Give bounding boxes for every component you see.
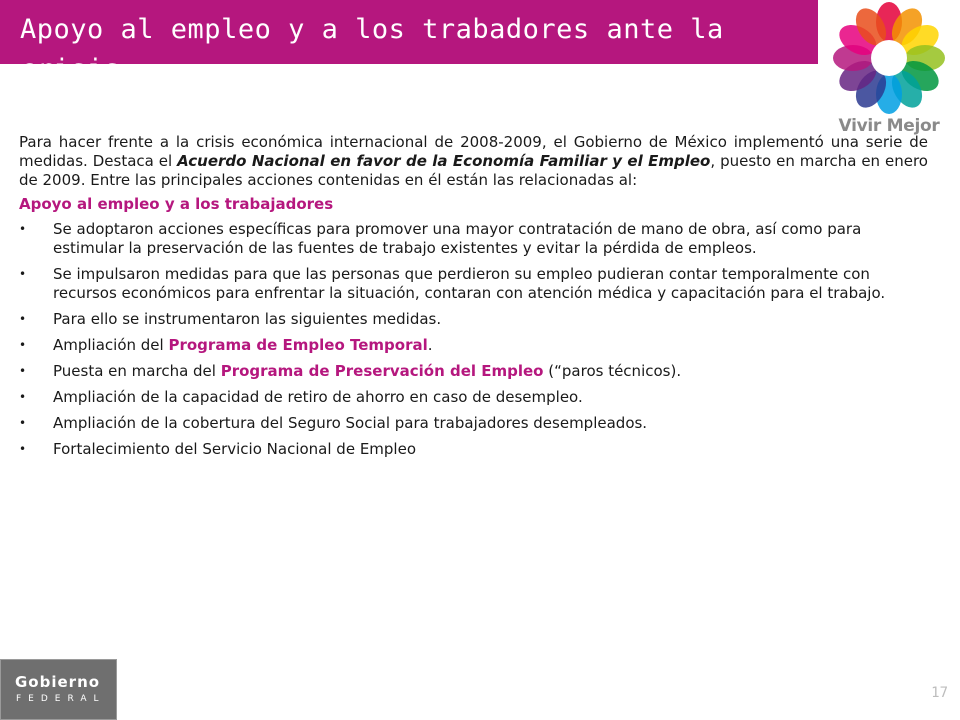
bullet-text: Para ello se instrumentaron las siguientes medidas. bbox=[53, 310, 442, 328]
list-item bbox=[19, 336, 928, 355]
list-item bbox=[19, 220, 928, 258]
flower-logo-icon bbox=[822, 0, 956, 118]
bullet-text: Se impulsaron medidas para que las personas que perdieron su empleo pudieran contar temporalmente con recursos económicos para enfrentar la situación, contaran con atención médica y capacitación para el trabajo. bbox=[53, 265, 886, 302]
logo-center bbox=[871, 40, 907, 76]
bullet-icon: • bbox=[19, 312, 27, 326]
bullet-text: Fortalecimiento del Servicio Nacional de Empleo bbox=[53, 440, 417, 458]
list-item bbox=[19, 310, 928, 329]
section-heading: Apoyo al empleo y a los trabajadores bbox=[19, 195, 334, 213]
title-bar bbox=[0, 0, 818, 85]
slide-content bbox=[19, 133, 928, 466]
bullet-text-post: . bbox=[427, 336, 433, 354]
bullet-text: Ampliación de la capacidad de retiro de ahorro en caso de desempleo. bbox=[53, 388, 583, 406]
bullet-icon: • bbox=[19, 442, 27, 456]
program-name-highlight: Programa de Preservación del Empleo bbox=[220, 362, 544, 380]
bullet-list bbox=[19, 220, 928, 459]
gobierno-label: Gobierno bbox=[15, 673, 101, 691]
bullet-icon: • bbox=[19, 267, 27, 281]
bullet-text: Ampliación de la cobertura del Seguro Social para trabajadores desempleados. bbox=[53, 414, 648, 432]
program-name-highlight: Programa de Empleo Temporal bbox=[168, 336, 428, 354]
list-item bbox=[19, 414, 928, 433]
bullet-text-pre: Ampliación del bbox=[53, 336, 169, 354]
bullet-icon: • bbox=[19, 364, 27, 378]
logo-text: Vivir Mejor bbox=[838, 116, 940, 136]
bullet-icon: • bbox=[19, 416, 27, 430]
intro-text-1: Para hacer frente a la crisis económica internacional de 2008-2009, el Gobierno de México implementó una serie de medidas. Destaca el bbox=[19, 133, 928, 170]
bullet-text-post: (“paros técnicos). bbox=[543, 362, 682, 380]
list-item bbox=[19, 362, 928, 381]
intro-emphasis: Acuerdo Nacional en favor de la Economía Familiar y el Empleo bbox=[177, 152, 711, 170]
list-item bbox=[19, 265, 928, 303]
intro-text-2: , puesto en marcha en enero de 2009. Entre las principales acciones contenidas en él están las relacionadas al: bbox=[19, 152, 928, 189]
bullet-icon: • bbox=[19, 390, 27, 404]
list-item bbox=[19, 388, 928, 407]
intro-paragraph bbox=[19, 133, 928, 190]
page-number: 17 bbox=[931, 685, 948, 701]
bullet-text-pre: Puesta en marcha del bbox=[53, 362, 221, 380]
slide-title: Apoyo al empleo y a los trabadores ante la crisis bbox=[20, 14, 724, 85]
bullet-text: Se adoptaron acciones específicas para promover una mayor contratación de mano de obra, así como para estimular la preservación de las fuentes de trabajo existentes y evitar la pérdida de empleos. bbox=[53, 220, 862, 257]
bullet-icon: • bbox=[19, 222, 27, 236]
vivir-mejor-logo bbox=[822, 0, 960, 150]
bullet-icon: • bbox=[19, 338, 27, 352]
gobierno-federal-badge bbox=[0, 659, 117, 720]
federal-label: FEDERAL bbox=[16, 694, 106, 704]
list-item bbox=[19, 440, 928, 459]
